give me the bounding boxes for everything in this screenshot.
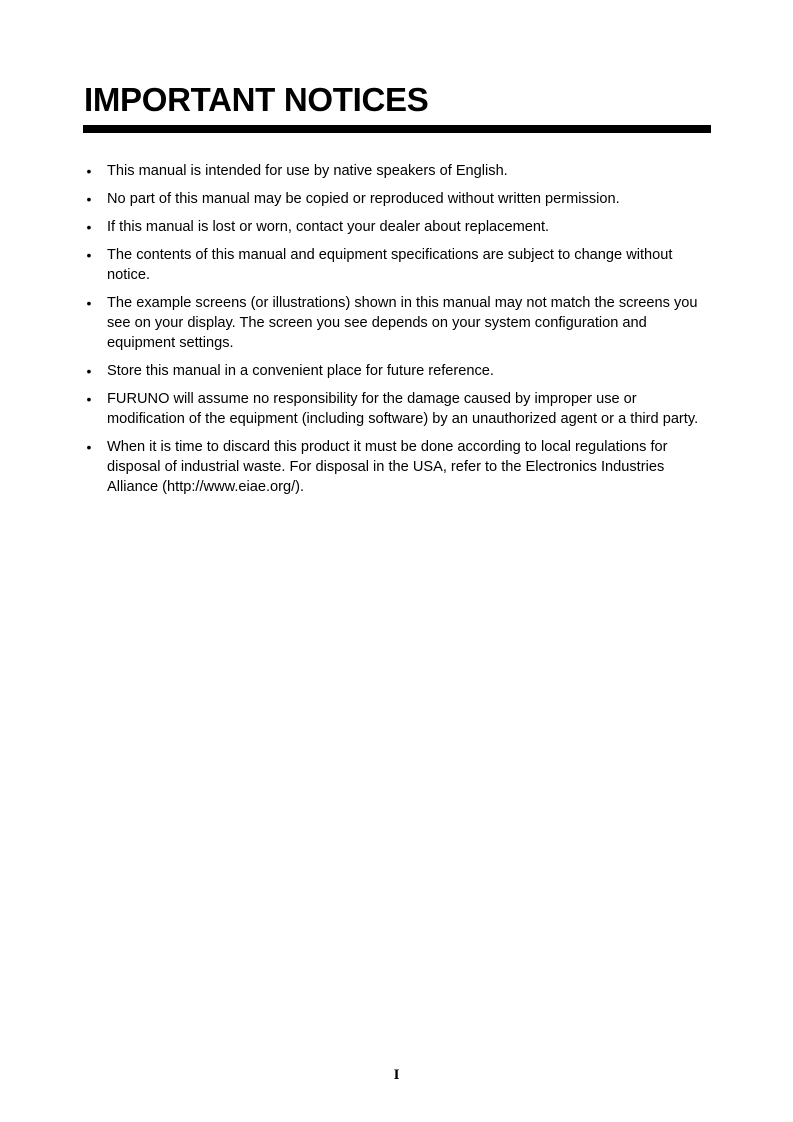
notice-text: If this manual is lost or worn, contact your dealer about replacement. — [107, 219, 550, 235]
notice-item — [84, 437, 714, 497]
notice-item — [84, 361, 714, 381]
notice-text: The contents of this manual and equipment specifications are subject to change without notice. — [107, 247, 673, 283]
notice-text: The example screens (or illustrations) shown in this manual may not match the screens you see on your display. The screen you see depends on your system configuration and equipment settings. — [107, 295, 698, 351]
bullet-icon: • — [86, 219, 92, 235]
notice-item — [84, 245, 714, 285]
bullet-icon: • — [86, 295, 92, 311]
notice-item — [84, 161, 714, 181]
bullet-icon: • — [86, 363, 92, 379]
bullet-icon: • — [86, 439, 92, 455]
bullet-icon: • — [86, 391, 92, 407]
bullet-icon: • — [86, 191, 92, 207]
notice-text: This manual is intended for use by native speakers of English. — [107, 163, 508, 179]
notice-text: No part of this manual may be copied or reproduced without written permission. — [107, 191, 620, 207]
notice-item — [84, 217, 714, 237]
page-number: I — [393, 1067, 400, 1083]
bullet-icon: • — [86, 247, 92, 263]
notice-text: Store this manual in a convenient place for future reference. — [107, 363, 494, 379]
notice-item — [84, 293, 714, 353]
notice-text: FURUNO will assume no responsibility for the damage caused by improper use or modification of the equipment (including software) by an unauthorized agent or a third party. — [107, 391, 699, 427]
notice-list — [84, 161, 714, 505]
page-title: IMPORTANT NOTICES — [84, 81, 429, 118]
title-rule — [83, 125, 711, 133]
notice-item — [84, 389, 714, 429]
notice-item — [84, 189, 714, 209]
bullet-icon: • — [86, 163, 92, 179]
notice-text: When it is time to discard this product it must be done according to local regulations for disposal of industrial waste. For disposal in the USA, refer to the Electronics Industries Alliance (http://www.eiae.org/). — [107, 439, 668, 495]
